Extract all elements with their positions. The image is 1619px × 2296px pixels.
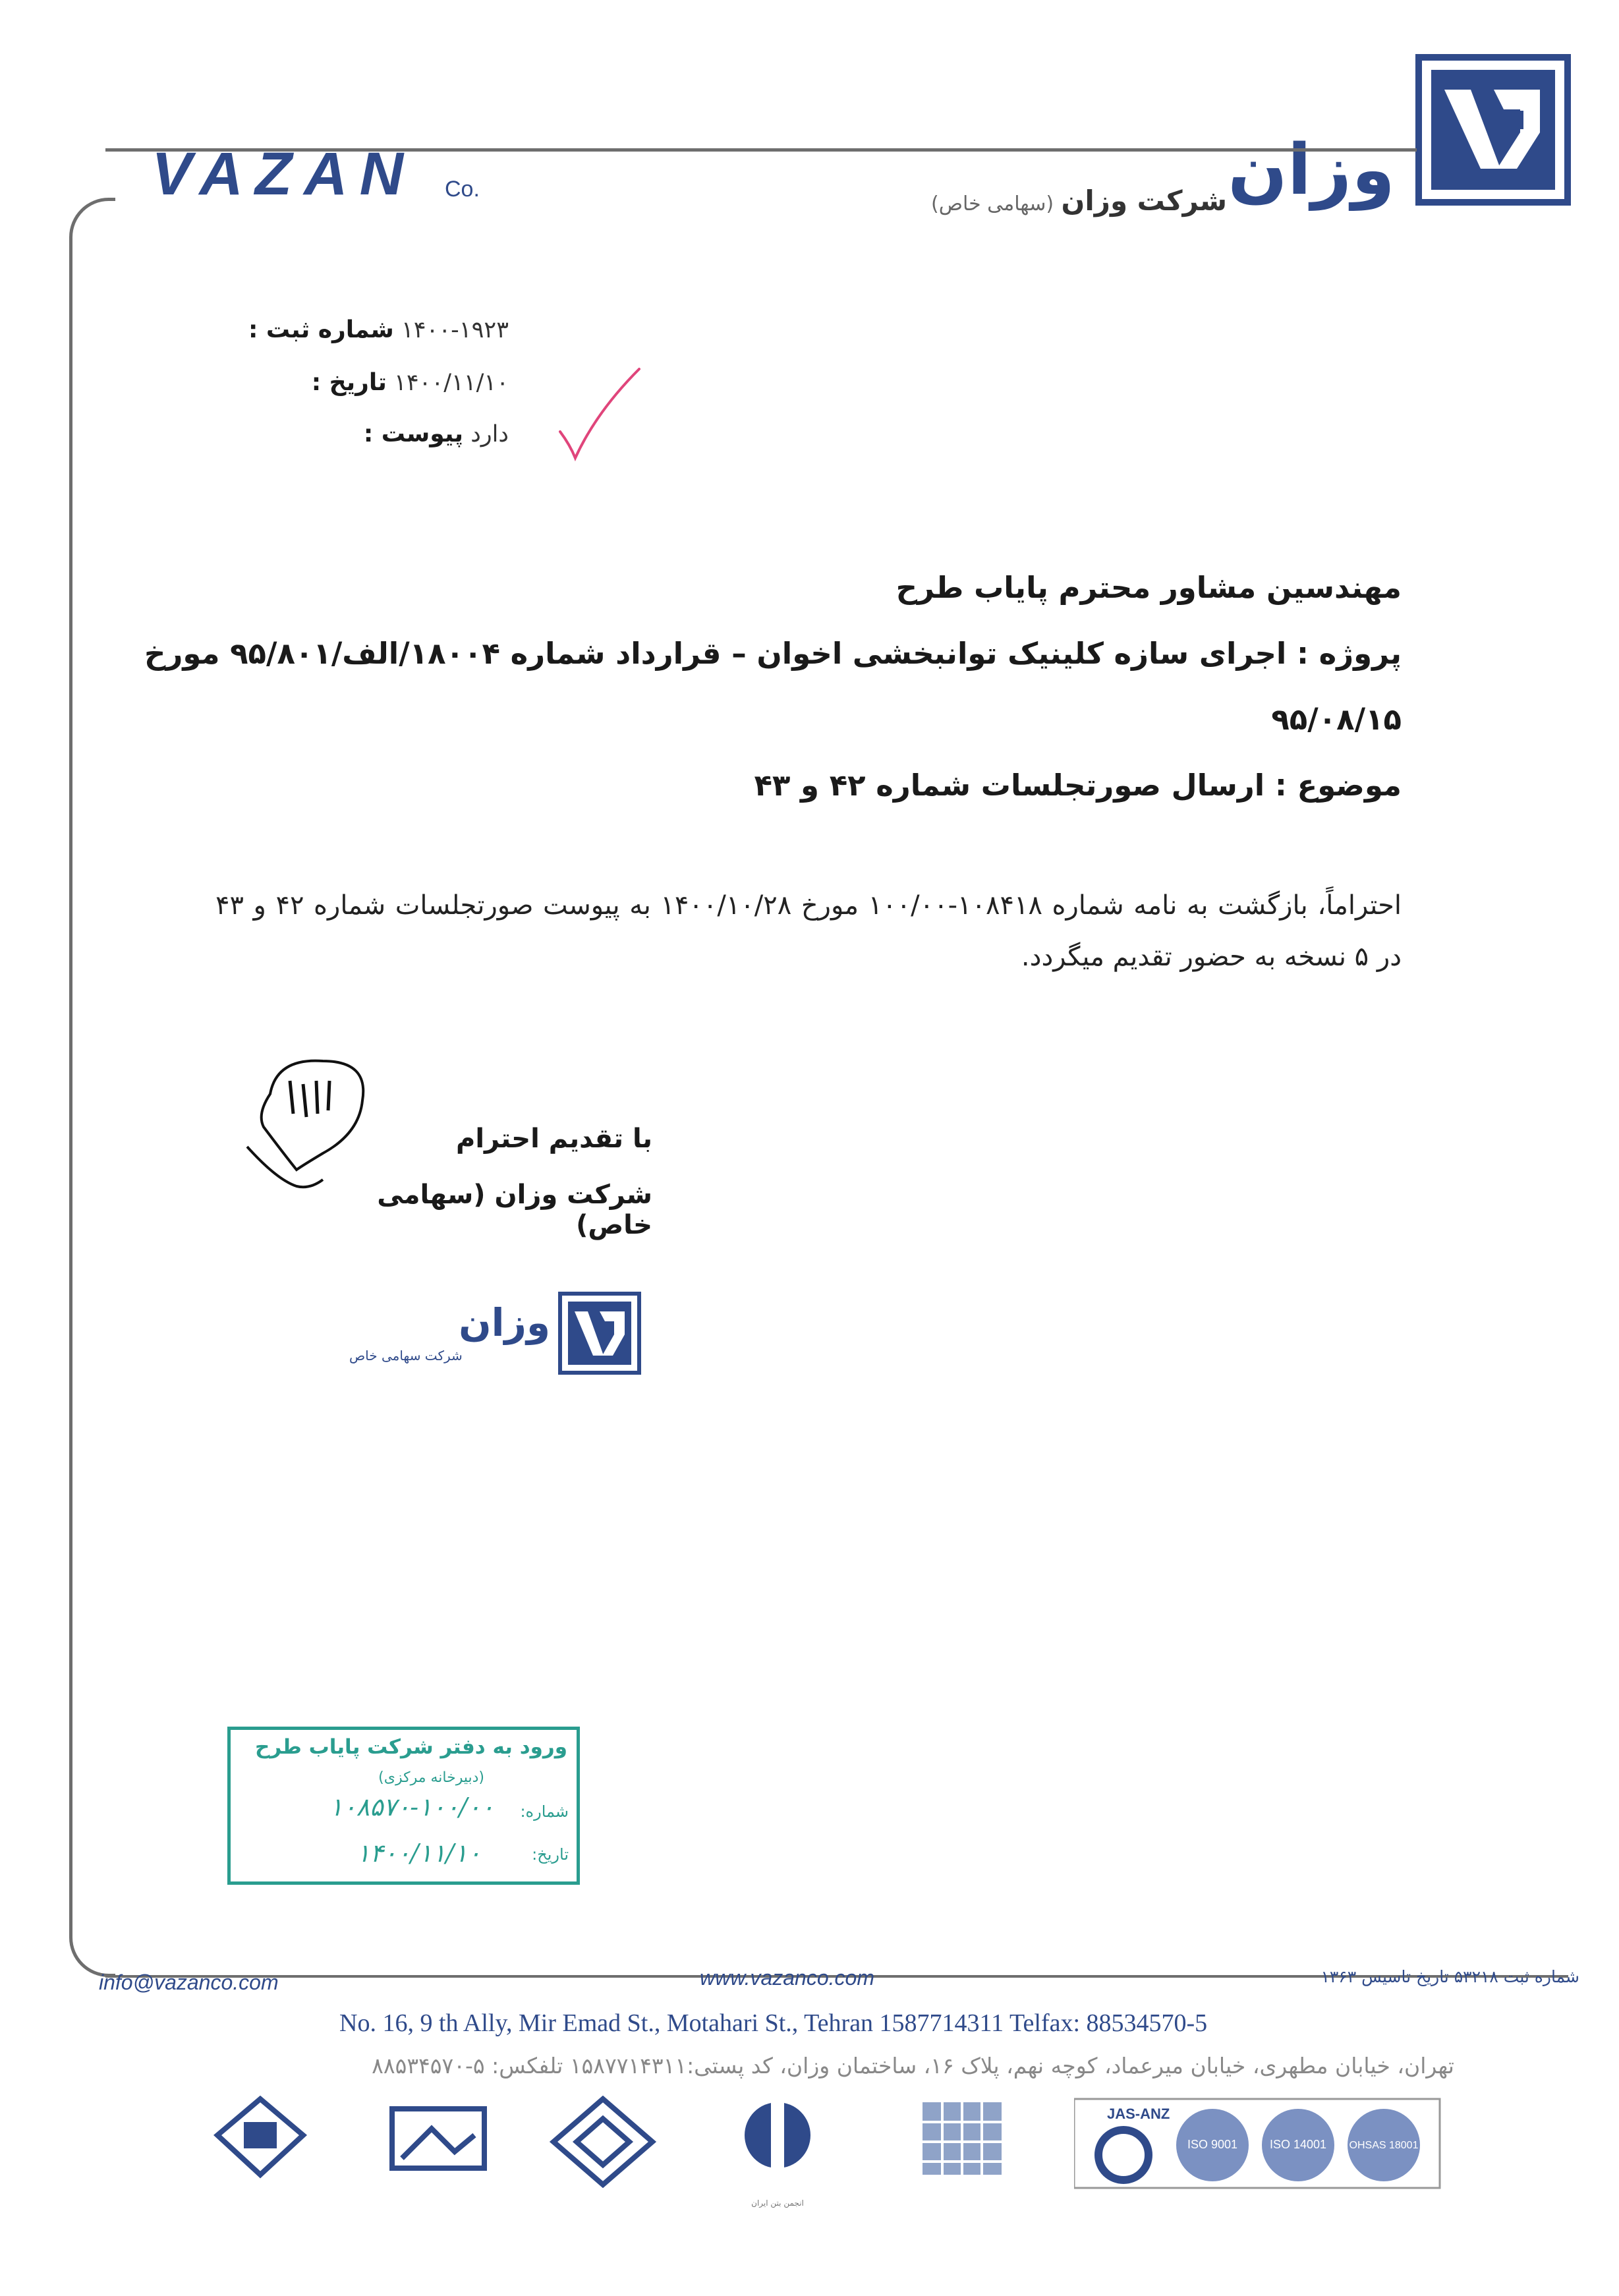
cert-logo-5 xyxy=(909,2096,1015,2208)
logo-emblem xyxy=(1415,54,1571,206)
stamp-number-label: شماره: xyxy=(520,1802,569,1821)
stamp-title: ورود به دفتر شرکت پایاب طرح xyxy=(255,1735,567,1759)
attachment-value: دارد xyxy=(470,421,509,447)
company-name: شرکت وزان xyxy=(1061,185,1227,217)
receipt-stamp xyxy=(227,1727,580,1885)
footer-email[interactable]: info@vazanco.com xyxy=(99,1970,279,1994)
company-small-stamp xyxy=(343,1282,646,1383)
iso-badges-icon xyxy=(1074,2096,1443,2195)
cert-logo-3 xyxy=(544,2096,662,2208)
body-paragraph: احتراماً، بازگشت به نامه شماره ۱۰۸۴۱۸-۱۰۰/۰۰ مورخ ۱۴۰۰/۱۰/۲۸ به پیوست صورتجلسات شماره ۴۲ و ۴۳ در ۵ نسخه به حضور تقدیم میگردد. xyxy=(215,890,1402,972)
concrete-assoc-icon xyxy=(725,2096,830,2188)
date-label: تاریخ : xyxy=(311,369,387,396)
footer-website[interactable]: www.vazanco.com xyxy=(700,1966,874,1990)
footer-address-fa: تهران، خیابان مطهری، خیابان میرعماد، کوچه نهم، پلاک ۱۶، ساختمان وزان، کد پستی:۱۵۸۷۷۱۴۳۱۱ تلفکس: ۵-۸۸۵۳۴۵۷۰ xyxy=(372,2053,1454,2079)
engineering-org-icon xyxy=(382,2096,494,2188)
footer-registration: شماره ثبت ۵۳۲۱۸ تاریخ تاسیس ۱۳۶۳ xyxy=(1321,1967,1579,1986)
registration-value: ۱۴۰۰-۱۹۲۳ xyxy=(401,317,509,343)
svg-text:ISO 9001: ISO 9001 xyxy=(1187,2138,1238,2151)
frame-left-bracket xyxy=(69,198,115,1977)
meta-attachment xyxy=(358,420,548,447)
association-icon xyxy=(198,2096,323,2188)
stamp-number-value: ۱۰۸۵۷۰-۱۰۰/۰۰ xyxy=(329,1793,494,1822)
company-type: (سهامی خاص) xyxy=(930,192,1054,215)
small-logo-icon xyxy=(343,1282,646,1381)
company-title xyxy=(931,185,1227,217)
frame-top-line xyxy=(105,148,1417,152)
footer-address-en: No. 16, 9 th Ally, Mir Emad St., Motahari St., Tehran 1587714311 Telfax: 88534570-5 xyxy=(339,2009,1208,2037)
meta-date xyxy=(281,369,548,396)
stamp-subtitle: (دبیرخانه مرکزی) xyxy=(378,1769,484,1786)
meta-registration xyxy=(248,316,548,343)
stamp-date-label: تاریخ: xyxy=(532,1845,569,1864)
registration-label: شماره ثبت : xyxy=(248,316,394,343)
persian-brand-logo: وزان xyxy=(1228,129,1395,210)
industry-grid-icon xyxy=(909,2096,1015,2188)
cert-caption-1: انجمن بتن ایران xyxy=(751,2198,804,2208)
cert-logo-4 xyxy=(725,2096,830,2208)
project-line-2: ۹۵/۰۸/۱۵ xyxy=(1271,702,1402,737)
closing-greeting: با تقدیم احترام xyxy=(456,1124,652,1154)
latin-brand-suffix: Co. xyxy=(445,177,480,202)
svg-text:ISO 14001: ISO 14001 xyxy=(1269,2138,1327,2151)
svg-text:وزان: وزان xyxy=(459,1300,550,1345)
project-line-1: پروژه : اجرای سازه کلینیک توانبخشی اخوان – قرارداد شماره ۱۸۰۰۴/الف/۹۵/۸۰۱ مورخ xyxy=(144,636,1402,671)
cert-iso-row xyxy=(1074,2096,1443,2208)
cert-logo-1 xyxy=(198,2096,323,2208)
contractors-assoc-icon xyxy=(544,2096,662,2188)
subject-line: موضوع : ارسال صورتجلسات شماره ۴۲ و ۴۳ xyxy=(754,768,1402,803)
date-value: ۱۴۰۰/۱۱/۱۰ xyxy=(394,370,509,396)
stamp-date-value: ۱۴۰۰/۱۱/۱۰ xyxy=(356,1839,481,1868)
latin-brand-logo: VAZAN xyxy=(152,140,416,208)
small-stamp-text: شرکت سهامی خاص xyxy=(349,1348,463,1363)
logo-mark-icon xyxy=(1431,70,1555,190)
svg-text:JAS-ANZ: JAS-ANZ xyxy=(1107,2106,1170,2122)
checkmark-icon xyxy=(557,359,642,465)
attachment-label: پیوست : xyxy=(363,420,464,447)
cert-logo-2 xyxy=(382,2096,494,2208)
signature-company: شرکت وزان (سهامی خاص) xyxy=(377,1180,652,1240)
recipient-line: مهندسین مشاور محترم پایاب طرح xyxy=(895,570,1402,605)
svg-text:OHSAS 18001: OHSAS 18001 xyxy=(1349,2140,1419,2151)
